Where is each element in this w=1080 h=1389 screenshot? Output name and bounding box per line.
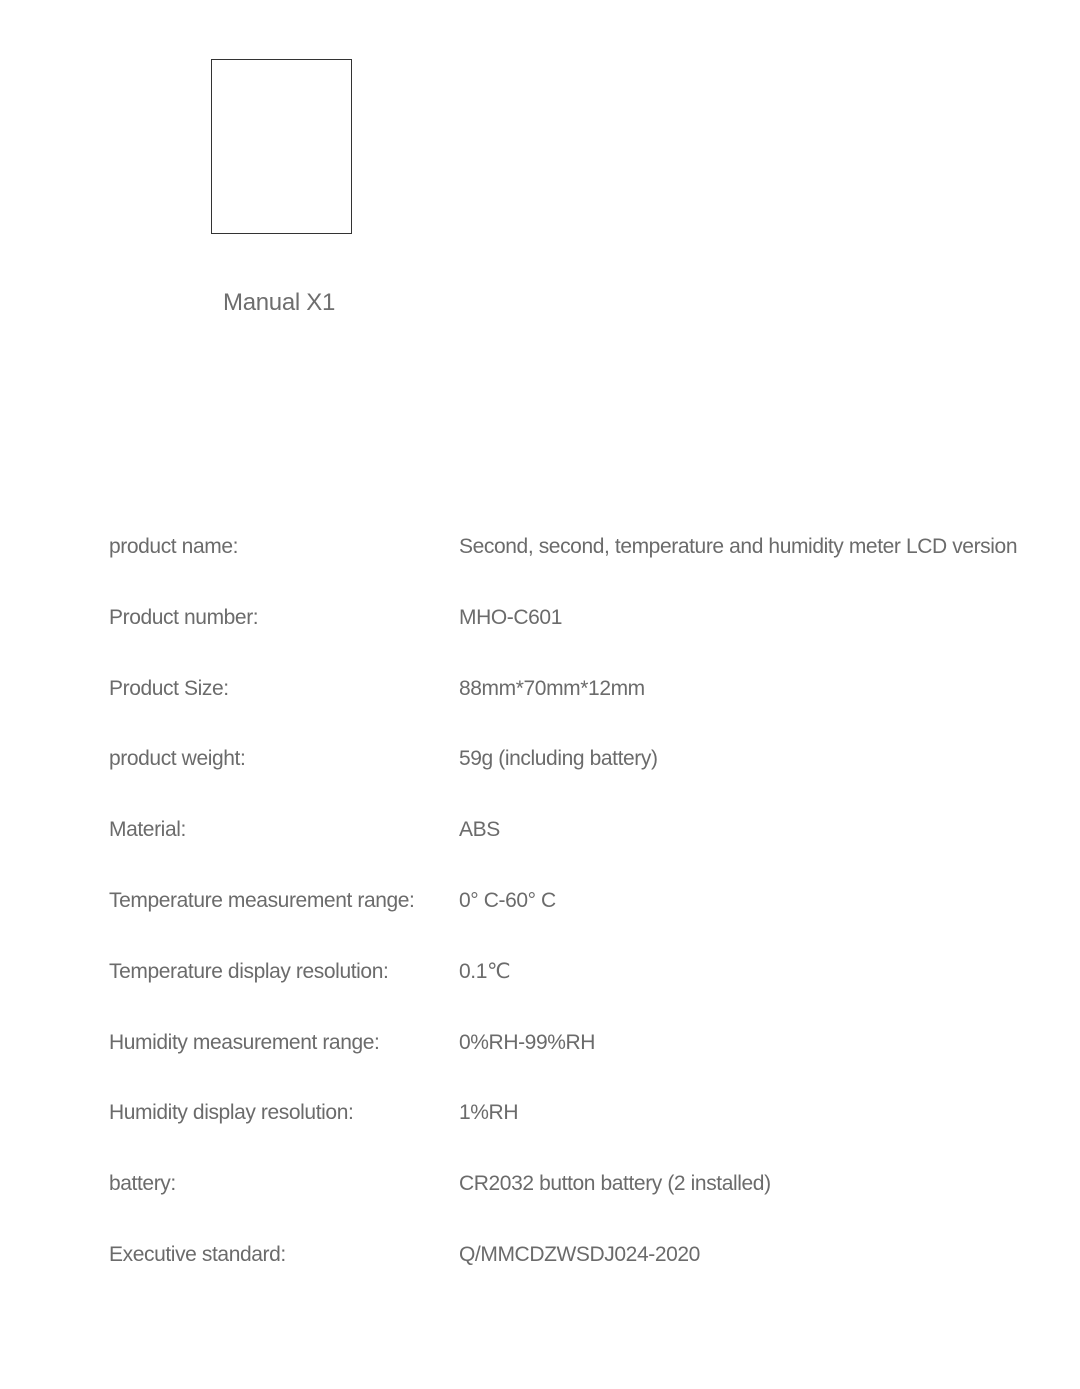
spec-label: Temperature measurement range: (109, 888, 415, 912)
spec-row-product-name (109, 530, 1059, 601)
spec-value: 59g (including battery) (459, 747, 658, 771)
spec-label: Product number: (109, 605, 259, 629)
spec-value: 0%RH-99%RH (459, 1030, 596, 1054)
spec-row-temperature-resolution (109, 955, 1059, 1026)
spec-label: Humidity measurement range: (109, 1030, 380, 1054)
spec-label: battery: (109, 1172, 176, 1196)
spec-row-humidity-resolution (109, 1096, 1059, 1167)
spec-row-product-number (109, 601, 1059, 672)
spec-value: 1%RH (459, 1101, 519, 1125)
spec-value: CR2032 button battery (2 installed) (459, 1172, 771, 1196)
spec-label: Temperature display resolution: (109, 959, 389, 983)
spec-row-product-weight (109, 742, 1059, 813)
spec-value: 0.1℃ (459, 959, 511, 983)
spec-label: Material: (109, 818, 186, 842)
manual-thumbnail[interactable] (211, 59, 352, 234)
spec-row-humidity-range (109, 1026, 1059, 1097)
spec-value: Second, second, temperature and humidity meter LCD version (459, 535, 1018, 558)
spec-value: MHO-C601 (459, 605, 562, 629)
spec-row-material (109, 813, 1059, 884)
spec-label: Humidity display resolution: (109, 1101, 354, 1125)
manual-caption[interactable]: Manual X1 (223, 289, 336, 316)
spec-value: 0° C-60° C (459, 888, 556, 912)
spec-label: product name: (109, 535, 239, 558)
spec-value: ABS (459, 818, 500, 842)
spec-label: Executive standard: (109, 1242, 286, 1266)
spec-row-executive-standard (109, 1238, 1059, 1309)
spec-row-battery (109, 1167, 1059, 1238)
spec-row-product-size (109, 672, 1059, 743)
spec-label: product weight: (109, 747, 246, 771)
spec-value: Q/MMCDZWSDJ024-2020 (459, 1242, 700, 1266)
spec-value: 88mm*70mm*12mm (459, 676, 645, 700)
spec-row-temperature-range (109, 884, 1059, 955)
spec-table (109, 530, 1059, 1309)
spec-label: Product Size: (109, 676, 229, 700)
